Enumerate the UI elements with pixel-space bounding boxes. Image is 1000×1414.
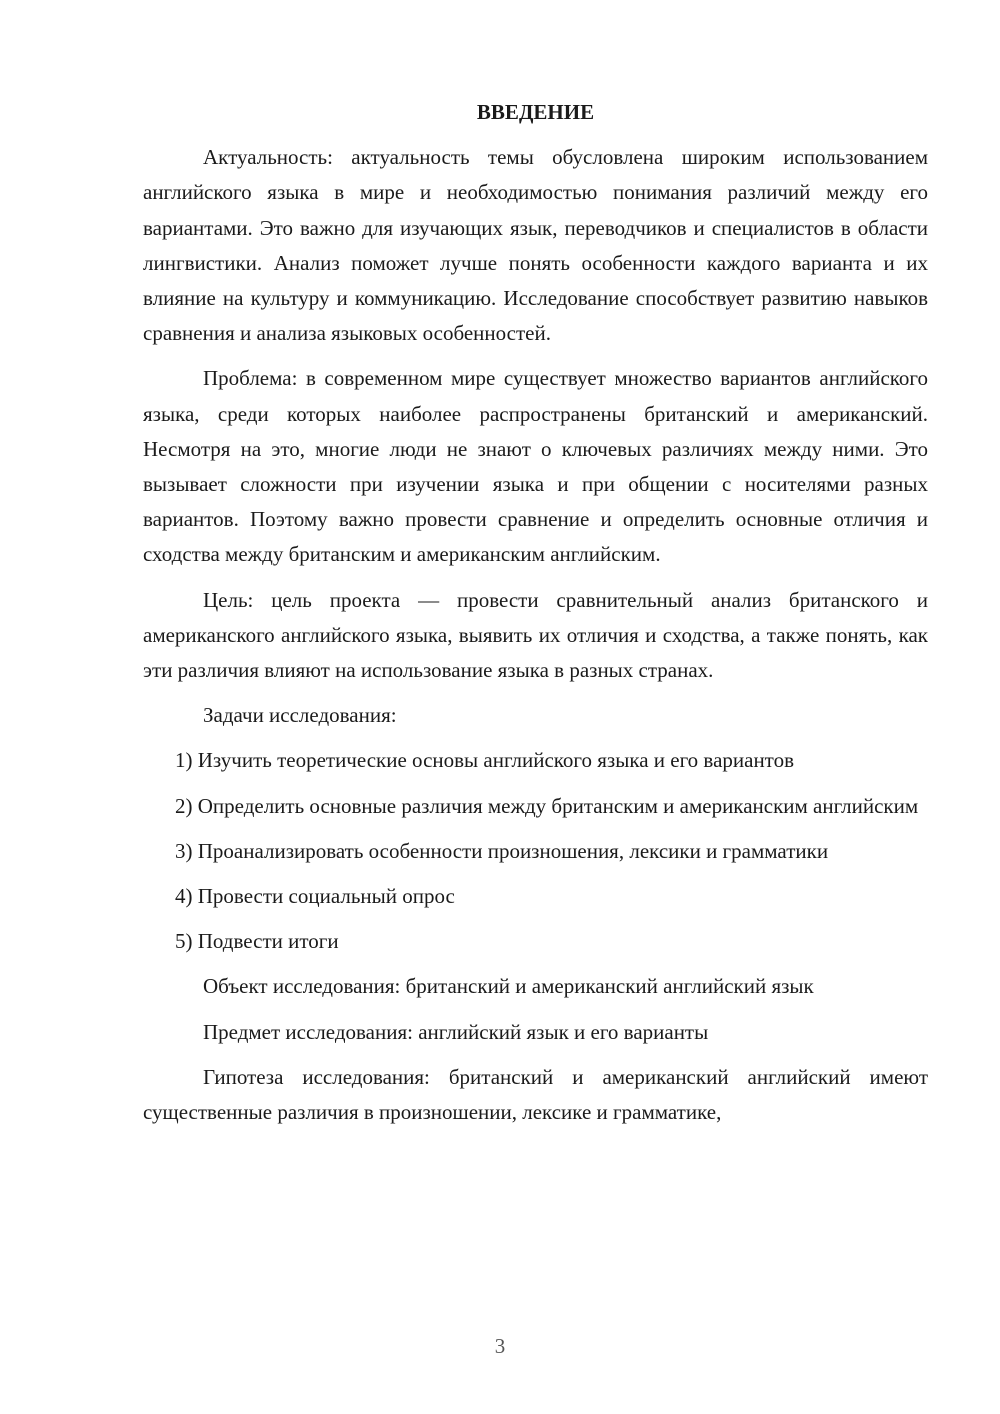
- paragraph-tasks-heading: Задачи исследования:: [203, 703, 397, 728]
- task-item-5: 5) Подвести итоги: [175, 929, 339, 954]
- paragraph-relevance: Актуальность: актуальность темы обусловлена широким использованием английского языка в мире и необходимостью понимания различий между его вариантами. Это важно для изучающих язык, переводчиков и специалистов в области лингвистики. Анализ поможет лучше понять особенности каждого варианта и их влияние на культуру и коммуникацию. Исследование способствует развитию навыков сравнения и анализа языковых особенностей.: [143, 145, 928, 346]
- paragraph-object: Объект исследования: британский и американский английский язык: [203, 974, 814, 999]
- task-item-4: 4) Провести социальный опрос: [175, 884, 455, 909]
- task-item-2: 2) Определить основные различия между британским и американским английским: [175, 793, 919, 818]
- paragraph-hypothesis: Гипотеза исследования: британский и американский английский имеют существенные различия в произношении, лексике и грамматике,: [143, 1064, 928, 1125]
- paragraph-subject: Предмет исследования: английский язык и его варианты: [203, 1019, 709, 1044]
- document-body: [143, 95, 928, 1140]
- page-number: 3: [494, 1334, 506, 1358]
- task-item-1: 1) Изучить теоретические основы английского языка и его вариантов: [175, 748, 794, 773]
- section-heading: ВВЕДЕНИЕ: [476, 100, 595, 124]
- task-item-3: 3) Проанализировать особенности произношения, лексики и грамматики: [175, 838, 829, 863]
- paragraph-goal: Цель: цель проекта — провести сравнительный анализ британского и американского английского языка, выявить их отличия и сходства, а также понять, как эти различия влияют на использование языка в разных странах.: [143, 587, 928, 683]
- paragraph-problem: Проблема: в современном мире существует множество вариантов английского языка, среди которых наиболее распространены британский и американский. Несмотря на это, многие люди не знают о ключевых различиях между ними. Это вызывает сложности при изучении языка и при общении с носителями разных вариантов. Поэтому важно провести сравнение и определить основные отличия и сходства между британским и американским английским.: [143, 366, 928, 567]
